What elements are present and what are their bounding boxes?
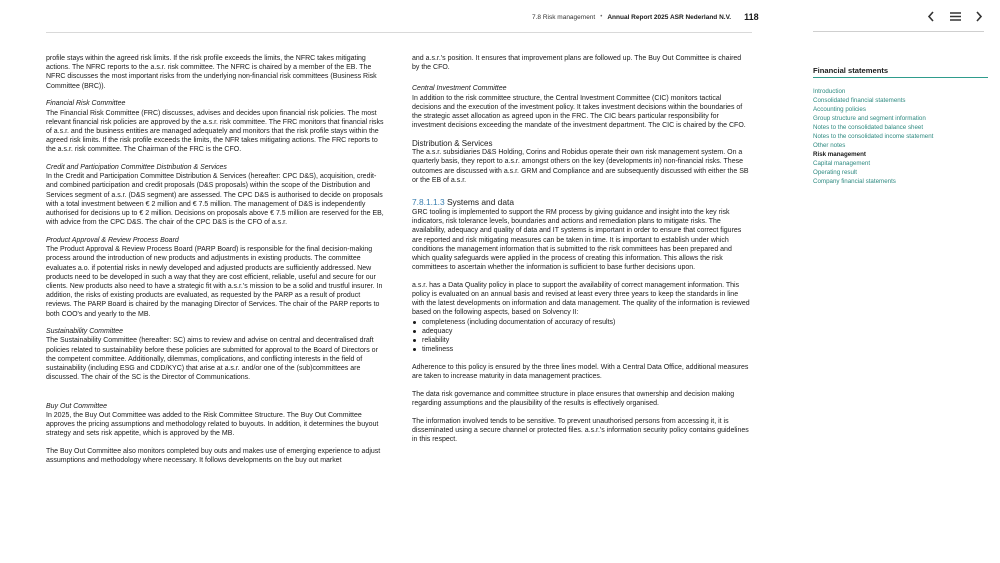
paragraph: In addition to the risk committee structure, the Central Investment Committee (CIC) monitors tactical decisions and the execution of the investment policy. It takes investment decisions within the boundaries of the strategic asset allocation as agreed upon in the FRC. The CIC bears particular responsibility for investment decisions exceeding the mandate of the investment department. The CIC is chaired by the CFO. — [412, 94, 746, 130]
section-heading: Sustainability Committee — [46, 328, 124, 336]
section-heading: Central Investment Committee — [412, 85, 507, 93]
paragraph: In the Credit and Participation Committee Distribution & Services (hereafter: CPC D&S), acquisition, credit- and combined participation and credit proposals (D&S proposals) within the scope of the Distribution and Services segment of a.s.r. (D&S segment) are assessed. The CPC D&S is authorised to decide on proposals with a total investment between € 2 million and € 7.5 million. The management of D&S is independently authorised for decisions up to € 2 million. Decisions on proposals above € 7.5 million are reserved for the EB, with advice from the CPC D&S. The chair of the CPC D&S is the CFO of a.s.r. — [46, 173, 384, 227]
paragraph: and a.s.r.'s position. It ensures that improvement plans are followed up. The Buy Out Committee is chaired by the CFO. — [412, 55, 742, 72]
quality-aspects-list — [412, 318, 750, 355]
toc-item-introduction[interactable]: Introduction — [813, 88, 846, 95]
cpc-section — [46, 163, 384, 227]
toc-item-notes-income-statement[interactable]: Notes to the consolidated income statement — [813, 133, 934, 140]
toc-item-company-financial-statements[interactable]: Company financial statements — [813, 178, 896, 185]
page-header — [532, 12, 759, 22]
middle-column — [412, 54, 750, 453]
paragraph: The information involved tends to be sensitive. To prevent unauthorised persons from accessing it, it is disseminated using a secure channel or protected files. a.s.r.'s information security policy contains guidelines in this respect. — [412, 417, 749, 444]
list-item: adequacy — [422, 327, 750, 336]
adherence-block — [412, 363, 750, 381]
data-quality-block — [412, 281, 750, 355]
paragraph: profile stays within the agreed risk limits. If the risk profile exceeds the limits, the NFRC takes mitigating actions. The NFRC reports to the a.s.r. risk committee. The NFRC is chaired by a member of the EB. The NFRC discusses the most important risks from the underlying non-financial risk committees (Business Risk Committee (BRC)). — [46, 55, 377, 90]
toc-item-consolidated-financial-statements[interactable]: Consolidated financial statements — [813, 97, 906, 104]
toc-item-capital-management[interactable]: Capital management — [813, 160, 871, 167]
cic-section — [412, 84, 750, 130]
frc-section — [46, 99, 384, 154]
buyout-continued — [46, 447, 384, 465]
page-navigation — [924, 9, 986, 23]
paragraph: The Sustainability Committee (hereafter: SC) aims to review and advise on central and decentralised draft policies related to sustainability before these policies are submitted for approval to the Board of Directors or the competent committee. Additionally, dilemmas, complications, and conflicting interests in the field of sustainability (including ESG and CDD/KYC) that arise at a.s.r. and/or one of the (sub)committees are discussed. The chair of the SC is the Director of Communications. — [46, 337, 378, 382]
toc-title: Financial statements — [813, 66, 889, 75]
list-item: reliability — [422, 336, 750, 345]
section-heading: Credit and Participation Committee Distribution & Services — [46, 164, 227, 172]
sidebar-top-divider — [813, 31, 984, 32]
header-separator: • — [600, 14, 603, 20]
toc-item-other-notes[interactable]: Other notes — [813, 142, 846, 149]
paragraph: GRC tooling is implemented to support the RM process by giving guidance and insight into the key risk indicators, risk tolerance levels, boundaries and actions and remediation plans to mitigate risks. The availability, adequacy and quality of data and IT systems is important in order to ensure that correct figures are reported and risk mitigating measures can be taken in time. It is important to establish under which conditions the management information that is submitted to the risk committees has been prepared and which quality safeguards were applied in the process of creating this information. This allows the risk committees to ascertain whether the information is sufficient to base further decisions upon. — [412, 208, 742, 272]
toc-item-notes-balance-sheet[interactable]: Notes to the consolidated balance sheet — [813, 124, 924, 131]
subsection-title-text: Systems and data — [446, 196, 514, 207]
ds-section — [412, 139, 750, 185]
governance-block — [412, 390, 750, 408]
toc-divider — [813, 77, 988, 78]
section-heading: Product Approval & Review Process Board — [46, 236, 179, 244]
list-item: completeness (including documentation of accuracy of results) — [422, 318, 750, 327]
header-report-title: Annual Report 2025 ASR Nederland N.V. — [607, 13, 732, 21]
section-heading: Buy Out Committee — [46, 402, 108, 410]
paragraph: The a.s.r. subsidiaries D&S Holding, Corins and Robidus operate their own risk management system. On a quarterly basis, they report to a.s.r. amongst others on the key (developments in) non-financial risks. These outcomes are discussed with a.s.r. GRM and Compliance and are subsequently discussed with either the SB or the EB of a.s.r. — [412, 149, 749, 184]
menu-button[interactable] — [948, 9, 962, 23]
subsection-number: 7.8.1.1.3 — [412, 196, 445, 207]
section-heading: Financial Risk Committee — [46, 100, 126, 108]
header-divider — [46, 32, 752, 33]
paragraph: a.s.r. has a Data Quality policy in place to support the availability of correct management information. This policy is evaluated on an annual basis and revised at least every three years to keep the standards in line with the latest developments on information and data management. The quality of the information is reviewed based on the following aspects, based on Solvency II: — [412, 281, 750, 317]
chevron-right-icon — [975, 11, 983, 22]
subsection-title — [412, 197, 750, 208]
previous-page-button[interactable] — [924, 9, 938, 23]
menu-icon — [950, 12, 961, 21]
list-item: timeliness — [422, 345, 750, 354]
next-page-button[interactable] — [972, 9, 986, 23]
page-number: 118 — [744, 12, 759, 22]
paragraph: In 2025, the Buy Out Committee was added to the Risk Committee Structure. The Buy Out Committee approves the pricing assumptions and methodology related to buyouts. In addition, it determines the buyout strategy and sets risk appetite, which is approved by the MB. — [46, 411, 379, 438]
chevron-left-icon — [927, 11, 935, 22]
paragraph: The Financial Risk Committee (FRC) discusses, advises and decides upon financial risk policies. The most relevant financial risk policies are approved by the a.s.r. risk committee. The FRC monitors that financial risks of a.s.r. and the business entities are managed adequately and monitors that the risk profile stays within the agreed risk limits. If the risk profile exceeds the limits, the NFR takes mitigating actions. The FRC reports to the a.s.r. risk committee. The Chairman of the FRC is the CFO. — [46, 109, 384, 154]
toc-item-group-structure[interactable]: Group structure and segment information — [813, 115, 926, 122]
paragraph: The data risk governance and committee structure in place ensures that ownership and decision making regarding assumptions and the plausibility of the results is effectively organised. — [412, 390, 735, 408]
nfrc-continuation — [46, 54, 384, 91]
toc-item-accounting-policies[interactable]: Accounting policies — [813, 106, 866, 113]
paragraph: Adherence to this policy is ensured by the three lines model. With a Central Data Office, additional measures are taken to increase maturity in data management practices. — [412, 363, 749, 381]
toc-item-operating-result[interactable]: Operating result — [813, 169, 858, 176]
header-section: 7.8 Risk management — [532, 13, 596, 21]
table-of-contents — [813, 66, 988, 186]
parp-section — [46, 236, 384, 319]
systems-data-section — [412, 197, 750, 272]
left-column — [46, 54, 384, 474]
buyout-continuation — [412, 54, 750, 72]
security-block — [412, 417, 750, 445]
buyout-section — [46, 402, 384, 439]
paragraph: The Buy Out Committee also monitors completed buy outs and makes use of emerging experience to adjust assumptions and methodology where necessary. It follows developments on the buy out market — [46, 447, 381, 465]
sustainability-section — [46, 327, 384, 382]
toc-item-risk-management[interactable]: Risk management — [813, 151, 866, 158]
section-heading: Distribution & Services — [412, 138, 493, 148]
paragraph: The Product Approval & Review Process Board (PARP Board) is responsible for the final decision-making process around the introduction of new products and adjustments in existing products. The committee evaluates a.o. if potential risks in newly developed and adjusted products are sufficiently addressed. New products need to be developed in such a way that they are cost efficient, reliable, useful and secure for our clients. New products also need to have a strategic fit with a.s.r.'s mission to be a solid and trustful insurer. In addition, the risks of existing products are evaluated, as requested by the PARP as a result of product reviews. The PARP Board is chaired by the managing Director of Services. The chair of the PARP reports to both COO's and yearly to the MB. — [46, 246, 383, 318]
